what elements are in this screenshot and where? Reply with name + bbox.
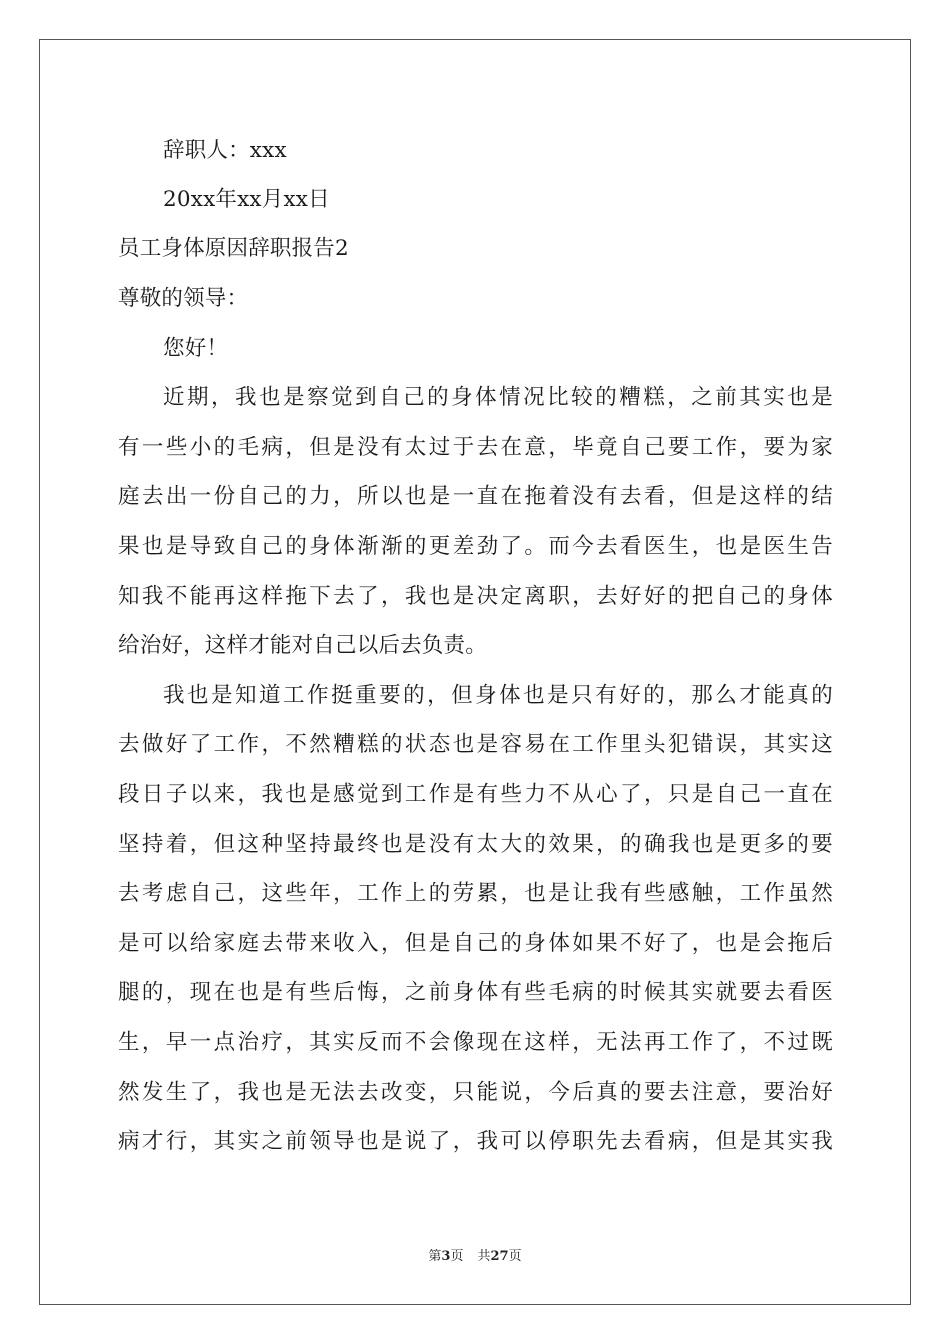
paragraph-2-line: 坚持着，但这种坚持最终也是没有太大的效果，的确我也是更多的要 xyxy=(118,832,833,857)
report-title: 员工身体原因辞职报告2 xyxy=(118,236,349,261)
paragraph-1-line: 给治好，这样才能对自己以后去负责。 xyxy=(118,633,487,658)
paragraph-2-line: 去做好了工作，不然糟糕的状态也是容易在工作里头犯错误，其实这 xyxy=(118,732,833,757)
date-line: 20xx年xx月xx日 xyxy=(163,187,330,212)
signature-line: 辞职人：xxx xyxy=(163,138,287,163)
page-border xyxy=(39,39,911,1305)
paragraph-1-line: 果也是导致自己的身体渐渐的更差劲了。而今去看医生，也是医生告 xyxy=(118,534,833,559)
paragraph-2-line: 生，早一点治疗，其实反而不会像现在这样，无法再工作了，不过既 xyxy=(118,1030,833,1055)
total-pages: 27 xyxy=(490,1249,509,1264)
paragraph-1-line: 近期，我也是察觉到自己的身体情况比较的糟糕，之前其实也是 xyxy=(163,385,833,410)
page-footer xyxy=(0,1245,950,1264)
paragraph-2-line: 腿的，现在也是有些后悔，之前身体有些毛病的时候其实就要去看医 xyxy=(118,980,833,1005)
page-number: 3 xyxy=(441,1249,451,1264)
page-suffix: 页 xyxy=(450,1249,464,1264)
page-prefix: 第 xyxy=(428,1249,442,1264)
salutation: 尊敬的领导： xyxy=(118,286,249,311)
paragraph-1-line: 有一些小的毛病，但是没有太过于去在意，毕竟自己要工作，要为家 xyxy=(118,435,833,460)
total-suffix: 页 xyxy=(508,1249,522,1264)
total-prefix: 共 xyxy=(477,1249,491,1264)
paragraph-1-line: 知我不能再这样拖下去了，我也是决定离职，去好好的把自己的身体 xyxy=(118,584,833,609)
paragraph-2-line: 我也是知道工作挺重要的，但身体也是只有好的，那么才能真的 xyxy=(163,683,833,708)
paragraph-2-line: 然发生了，我也是无法去改变，只能说，今后真的要去注意，要治好 xyxy=(118,1080,833,1105)
paragraph-2-line: 病才行，其实之前领导也是说了，我可以停职先去看病，但是其实我 xyxy=(118,1129,833,1154)
paragraph-2-line: 是可以给家庭去带来收入，但是自己的身体如果不好了，也是会拖后 xyxy=(118,931,833,956)
greeting: 您好！ xyxy=(163,336,229,361)
paragraph-2-line: 段日子以来，我也是感觉到工作是有些力不从心了，只是自己一直在 xyxy=(118,782,833,807)
paragraph-2-line: 去考虑自己，这些年，工作上的劳累，也是让我有些感触，工作虽然 xyxy=(118,881,833,906)
paragraph-1-line: 庭去出一份自己的力，所以也是一直在拖着没有去看，但是这样的结 xyxy=(118,484,833,509)
